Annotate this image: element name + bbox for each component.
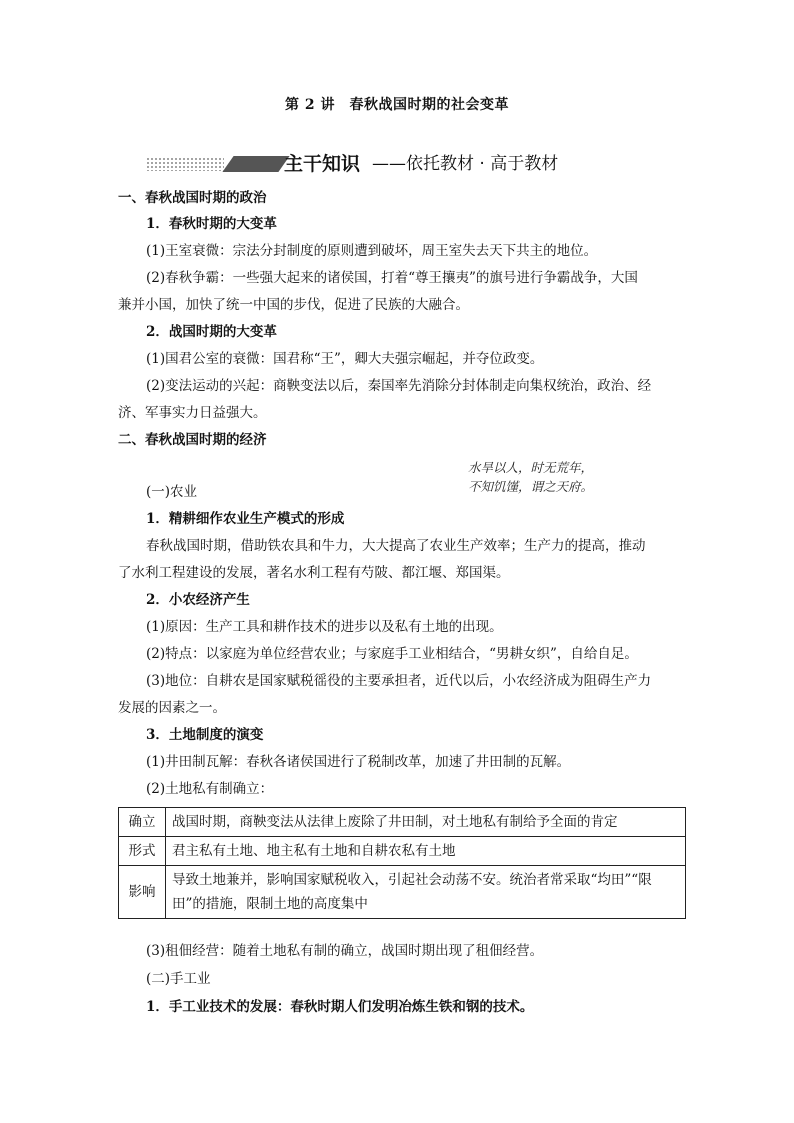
paragraph: 发展的因素之一。 xyxy=(118,700,226,716)
table-key-cell: 形式 xyxy=(119,837,166,866)
paragraph: (1)井田制瓦解：春秋各诸侯国进行了税制改革，加速了井田制的瓦解。 xyxy=(146,754,571,770)
subheading-tudi: 3．土地制度的演变 xyxy=(146,727,264,743)
table-value-cell: 导致土地兼并，影响国家赋税收入，引起社会动荡不安。统治者常采取“均田”“限田”的措施，限制土地的高度集中 xyxy=(166,866,686,919)
banner-slash-bar xyxy=(222,156,289,172)
paragraph: (3)租佃经营：随着土地私有制的确立，战国时期出现了租佃经营。 xyxy=(146,943,544,959)
page-title: 第 2 讲 春秋战国时期的社会变革 xyxy=(285,97,509,113)
banner-dot-pattern xyxy=(146,157,224,171)
table-row xyxy=(119,808,686,837)
paragraph: 春秋战国时期，借助铁农具和牛力，大大提高了农业生产效率；生产力的提高，推动 xyxy=(146,538,646,554)
handwritten-note-line: 水旱以人，时无荒年， xyxy=(468,460,594,475)
subheading-chunqiu: 1．春秋时期的大变革 xyxy=(146,216,277,232)
heading-politics: 一、春秋战国时期的政治 xyxy=(118,190,267,206)
table-key-cell: 影响 xyxy=(119,866,166,919)
paragraph: (2)特点：以家庭为单位经营农业；与家庭手工业相结合，“男耕女织”，自给自足。 xyxy=(146,646,638,662)
heading-economy: 二、春秋战国时期的经济 xyxy=(118,432,267,448)
paragraph: (2)春秋争霸：一些强大起来的诸侯国，打着“尊王攘夷”的旗号进行争霸战争，大国 xyxy=(146,270,638,286)
table-row xyxy=(119,837,686,866)
subheading-handicraft: (二)手工业 xyxy=(146,971,211,987)
banner-heading: 主干知识 xyxy=(284,153,361,175)
handwritten-note-line: 不知饥馑，谓之天府。 xyxy=(468,479,594,494)
table-value-cell: 战国时期，商鞅变法从法律上废除了井田制，对土地私有制给予全面的肯定 xyxy=(166,808,686,837)
paragraph: 1．手工业技术的发展：春秋时期人们发明冶炼生铁和钢的技术。 xyxy=(146,999,534,1015)
subheading-agriculture: (一)农业 xyxy=(146,484,198,500)
table-value-cell: 君主私有土地、地主私有土地和自耕农私有土地 xyxy=(166,837,686,866)
paragraph: (2)土地私有制确立： xyxy=(146,781,274,797)
section-banner xyxy=(146,150,666,178)
paragraph: (1)国君公室的衰微：国君称“王”，卿大夫强宗崛起，并夺位政变。 xyxy=(146,351,544,367)
paragraph: (3)地位：自耕农是国家赋税徭役的主要承担者，近代以后，小农经济成为阻碍生产力 xyxy=(146,673,652,689)
paragraph: 济、军事实力日益强大。 xyxy=(118,405,267,421)
land-system-table xyxy=(118,807,686,919)
subheading-zhanguo: 2．战国时期的大变革 xyxy=(146,324,277,340)
table-row xyxy=(119,866,686,919)
subheading-xiaonong: 2．小农经济产生 xyxy=(146,592,250,608)
subheading-jinggeng: 1．精耕细作农业生产模式的形成 xyxy=(146,511,345,527)
paragraph: 了水利工程建设的发展，著名水利工程有芍陂、都江堰、郑国渠。 xyxy=(118,565,510,581)
paragraph: (1)原因：生产工具和耕作技术的进步以及私有土地的出现。 xyxy=(146,619,503,635)
paragraph: (2)变法运动的兴起：商鞅变法以后，秦国率先消除分封体制走向集权统治，政治、经 xyxy=(146,378,652,394)
banner-subtitle: ——依托教材 · 高于教材 xyxy=(372,154,559,174)
table-key-cell: 确立 xyxy=(119,808,166,837)
paragraph: 兼并小国，加快了统一中国的步伐，促进了民族的大融合。 xyxy=(118,297,469,313)
paragraph: (1)王室衰微：宗法分封制度的原则遭到破坏，周王室失去天下共主的地位。 xyxy=(146,243,598,259)
